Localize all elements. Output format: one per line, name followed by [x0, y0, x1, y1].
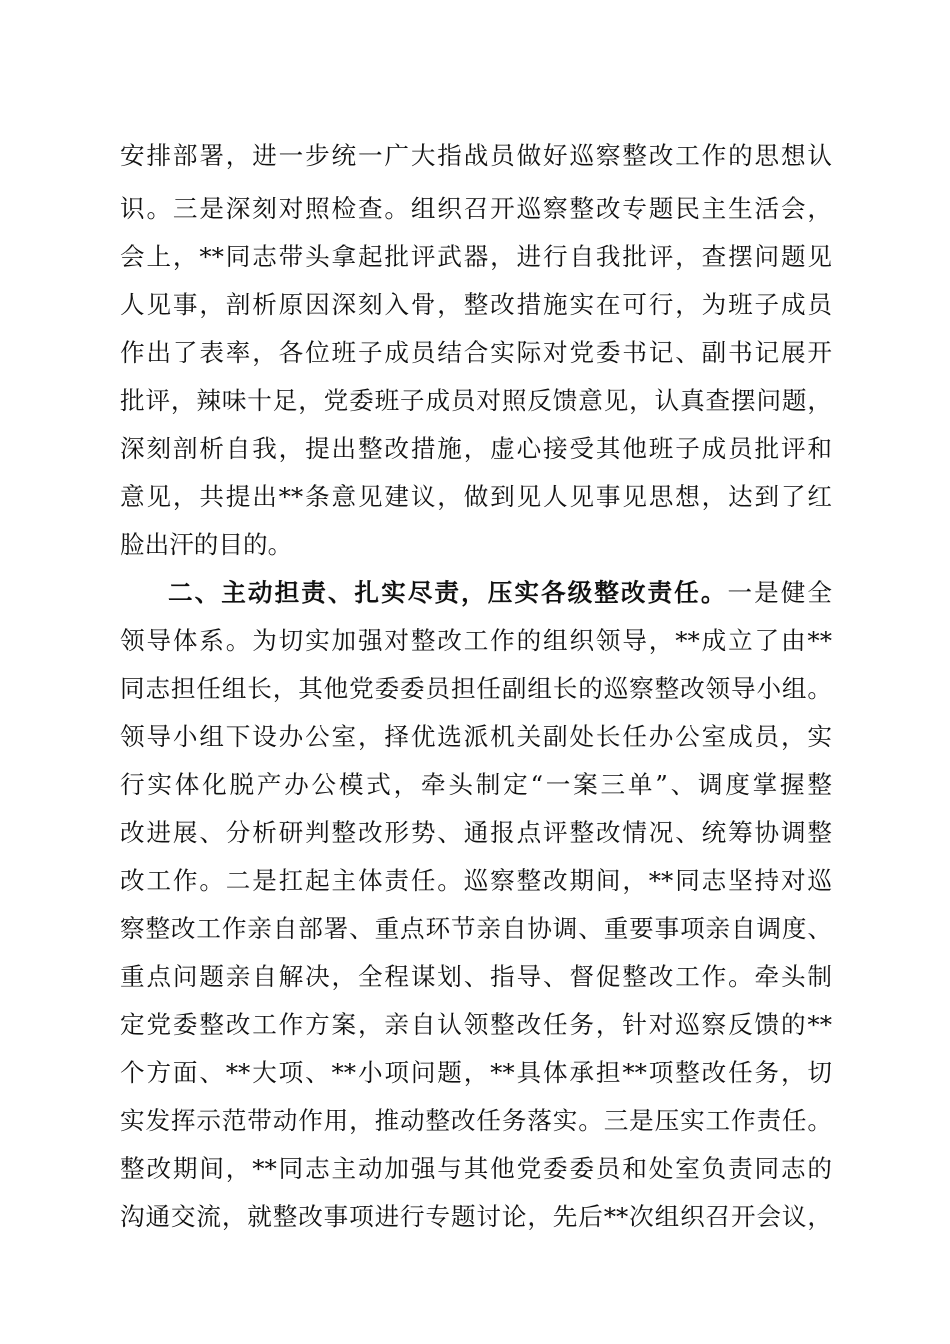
text-line-4: 人见事，剖析原因深刻入骨，整改措施实在可行，为班子成员 — [120, 290, 832, 319]
text-line-14: 行实体化脱产办公模式，牵头制定“一案三单”、调度掌握整 — [120, 770, 832, 799]
text-line-11: 领导体系。为切实加强对整改工作的组织领导，**成立了由** — [120, 626, 832, 655]
text-line-18: 重点问题亲自解决，全程谋划、指导、督促整改工作。牵头制 — [120, 962, 832, 991]
section-heading-continuation: 一是健全 — [727, 578, 832, 607]
text-line-16: 改工作。二是扛起主体责任。巡察整改期间，**同志坚持对巡 — [120, 866, 832, 895]
text-line-19: 定党委整改工作方案，亲自认领整改任务，针对巡察反馈的** — [120, 1010, 832, 1039]
text-line-17: 察整改工作亲自部署、重点环节亲自协调、重要事项亲自调度、 — [120, 914, 832, 943]
text-line-5: 作出了表率，各位班子成员结合实际对党委书记、副书记展开 — [120, 338, 832, 367]
text-line-23: 沟通交流，就整改事项进行专题讨论，先后**次组织召开会议， — [120, 1202, 832, 1231]
text-line-13: 领导小组下设办公室，择优选派机关副处长任办公室成员，实 — [120, 722, 832, 751]
text-line-15: 改进展、分析研判整改形势、通报点评整改情况、统筹协调整 — [120, 818, 832, 847]
text-line-6: 批评，辣味十足，党委班子成员对照反馈意见，认真查摆问题， — [120, 386, 832, 415]
text-line-12: 同志担任组长，其他党委委员担任副组长的巡察整改领导小组。 — [120, 674, 832, 703]
text-line-9: 脸出汗的目的。 — [120, 530, 293, 559]
text-line-7: 深刻剖析自我，提出整改措施，虚心接受其他班子成员批评和 — [120, 434, 832, 463]
section-heading-line — [168, 571, 832, 615]
text-line-20: 个方面、**大项、**小项问题，**具体承担**项整改任务，切 — [120, 1058, 832, 1087]
text-line-21: 实发挥示范带动作用，推动整改任务落实。三是压实工作责任。 — [120, 1106, 832, 1135]
text-line-3: 会上，**同志带头拿起批评武器，进行自我批评，查摆问题见 — [120, 242, 832, 271]
section-heading: 二、主动担责、扎实尽责，压实各级整改责任。 — [168, 578, 728, 607]
text-line-1: 安排部署，进一步统一广大指战员做好巡察整改工作的思想认 — [120, 141, 832, 170]
text-line-2: 识。三是深刻对照检查。组织召开巡察整改专题民主生活会， — [120, 194, 832, 223]
text-line-8: 意见，共提出**条意见建议，做到见人见事见思想，达到了红 — [120, 482, 832, 511]
text-line-22: 整改期间，**同志主动加强与其他党委委员和处室负责同志的 — [120, 1154, 832, 1183]
